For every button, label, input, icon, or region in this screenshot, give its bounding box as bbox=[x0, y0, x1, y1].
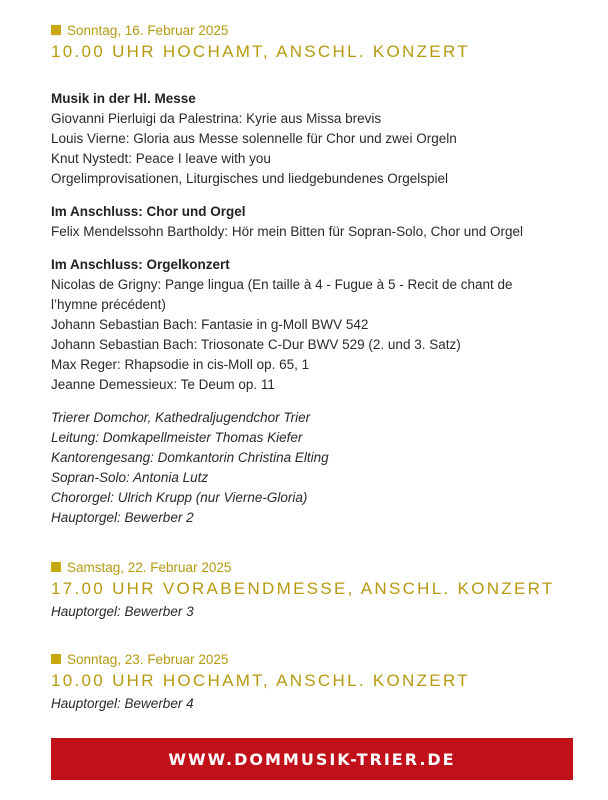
program-line: Louis Vierne: Gloria aus Messe solennelle für Chor und zwei Orgeln bbox=[51, 131, 457, 146]
performers-list bbox=[51, 408, 581, 528]
event-date-text: Sonntag, 23. Februar 2025 bbox=[67, 651, 229, 667]
section-title: Im Anschluss: Chor und Orgel bbox=[51, 204, 246, 219]
event-headline: 17.00 UHR VORABENDMESSE, ANSCHL. KONZERT bbox=[51, 579, 555, 598]
program-line: Felix Mendelssohn Bartholdy: Hör mein Bitten für Sopran-Solo, Chor und Orgel bbox=[51, 224, 523, 239]
event-date bbox=[51, 559, 581, 575]
section-title: Im Anschluss: Orgelkonzert bbox=[51, 257, 230, 272]
performer-line: Hauptorgel: Bewerber 3 bbox=[51, 604, 194, 619]
program-line: Giovanni Pierluigi da Palestrina: Kyrie aus Missa brevis bbox=[51, 111, 382, 126]
event-date-text: Sonntag, 16. Februar 2025 bbox=[67, 22, 229, 38]
event-headline: 10.00 UHR HOCHAMT, ANSCHL. KONZERT bbox=[51, 671, 470, 690]
square-bullet-icon bbox=[51, 562, 61, 572]
performer-line: Trierer Domchor, Kathedraljugendchor Trier bbox=[51, 410, 311, 425]
square-bullet-icon bbox=[51, 25, 61, 35]
program-line: Knut Nystedt: Peace I leave with you bbox=[51, 151, 271, 166]
program-line: l’hymne précédent) bbox=[51, 297, 166, 312]
performer-line: Hauptorgel: Bewerber 4 bbox=[51, 696, 194, 711]
event-2 bbox=[51, 559, 581, 622]
event-date bbox=[51, 22, 581, 38]
event-date-text: Samstag, 22. Februar 2025 bbox=[67, 559, 232, 575]
performer-line: Sopran-Solo: Antonia Lutz bbox=[51, 470, 209, 485]
section-mass-music bbox=[51, 89, 581, 189]
event-3 bbox=[51, 651, 581, 714]
program-line: Orgelimprovisationen, Liturgisches und liedgebundenes Orgelspiel bbox=[51, 171, 448, 186]
event-date bbox=[51, 651, 581, 667]
event-headline: 10.00 UHR HOCHAMT, ANSCHL. KONZERT bbox=[51, 42, 470, 61]
program-line: Jeanne Demessieux: Te Deum op. 11 bbox=[51, 377, 275, 392]
square-bullet-icon bbox=[51, 654, 61, 664]
website-banner[interactable] bbox=[51, 738, 573, 780]
section-choir-organ bbox=[51, 202, 581, 242]
performer-line: Leitung: Domkapellmeister Thomas Kiefer bbox=[51, 430, 303, 445]
performer-line: Kantorengesang: Domkantorin Christina Elting bbox=[51, 450, 329, 465]
program-line: Johann Sebastian Bach: Fantasie in g-Moll BWV 542 bbox=[51, 317, 369, 332]
program-line: Max Reger: Rhapsodie in cis-Moll op. 65, 1 bbox=[51, 357, 310, 372]
section-organ-concert bbox=[51, 255, 581, 395]
website-link[interactable]: WWW.DOMMUSIK-TRIER.DE bbox=[168, 749, 456, 769]
program-line: Nicolas de Grigny: Pange lingua (En taille à 4 - Fugue à 5 - Recit de chant de bbox=[51, 277, 513, 292]
program-line: Johann Sebastian Bach: Triosonate C-Dur BWV 529 (2. und 3. Satz) bbox=[51, 337, 461, 352]
performer-line: Chororgel: Ulrich Krupp (nur Vierne-Gloria) bbox=[51, 490, 308, 505]
section-title: Musik in der Hl. Messe bbox=[51, 91, 196, 106]
performer-line: Hauptorgel: Bewerber 2 bbox=[51, 510, 194, 525]
event-1 bbox=[51, 22, 581, 528]
